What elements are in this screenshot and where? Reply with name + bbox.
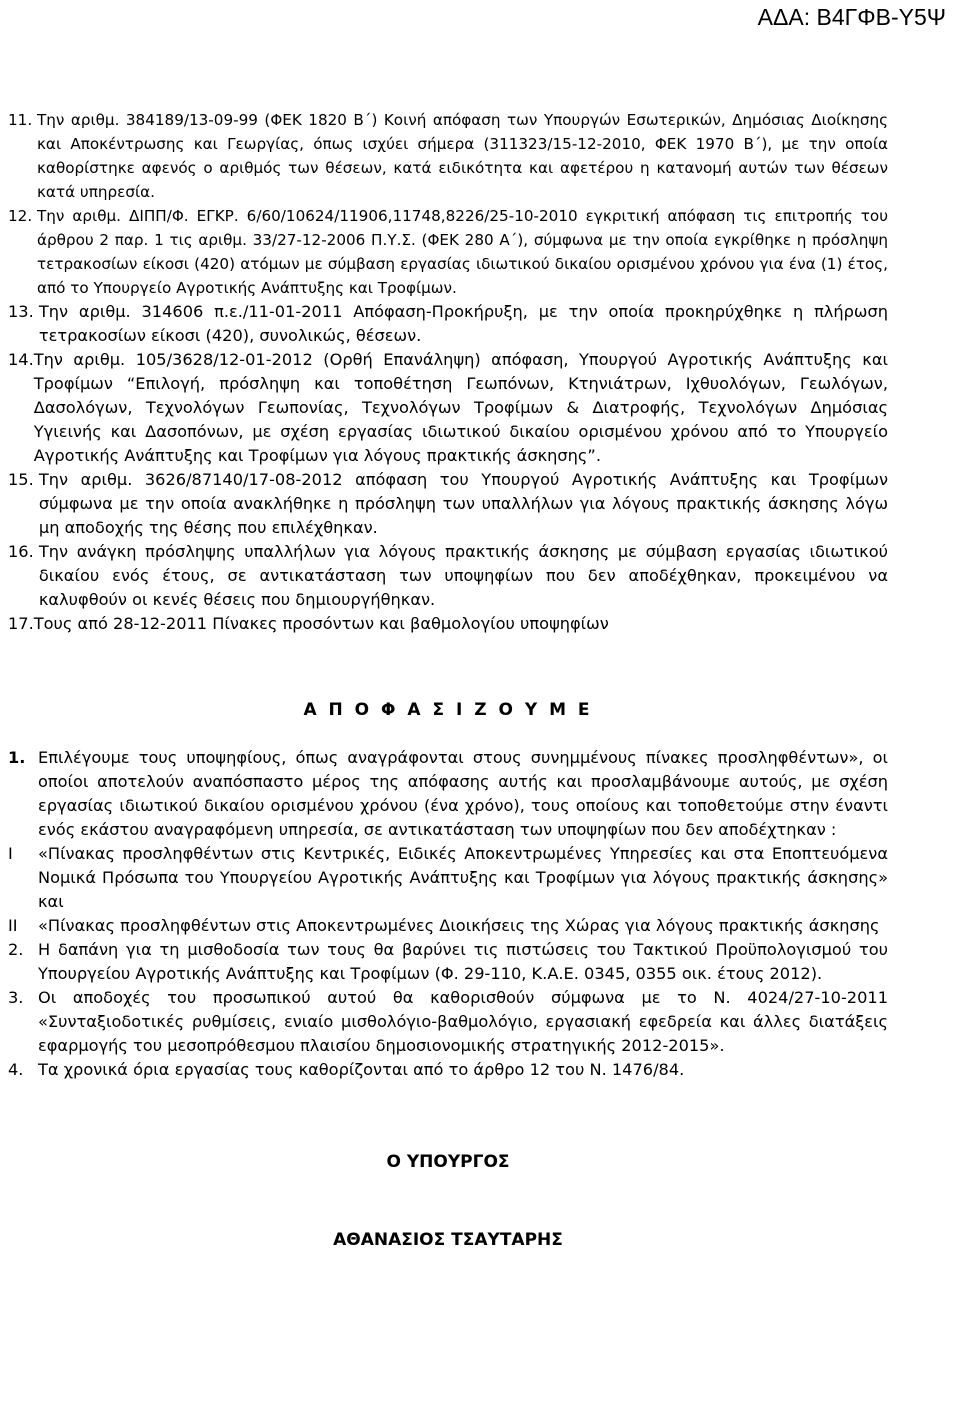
item-text: Επιλέγουμε τους υποψηφίους, όπως αναγράφονται στους συνημμένους πίνακες προσληφθέντων», οι οποίοι αποτελούν αναπόσπαστο μέρος της απόφασης αυτής και προσλαμβάνουμε αυτούς, με σχέση εργασίας ιδιωτικού δικαίου ορισμένου χρόνου (ένα χρόνο), τους οποίους και τοποθετούμε στην έναντι ενός εκάστου αναγραφόμενη υπηρεσία, σε αντικατάσταση των υποψηφίων που δεν αποδέχτηκαν : [38, 748, 888, 839]
preamble-item-16 [8, 540, 888, 612]
decision-item-1 [8, 746, 888, 842]
item-text: «Πίνακας προσληφθέντων στις Κεντρικές, Ειδικές Αποκεντρωμένες Υπηρεσίες και στα Εποπτευόμενα Νομικά Πρόσωπα του Υπουργείου Αγροτικής Ανάπτυξης και Τροφίμων για λόγους πρακτικής άσκησης» και [38, 844, 888, 911]
item-number: 15. [8, 470, 39, 489]
item-number: 1. [8, 748, 26, 767]
item-text: «Πίνακας προσληφθέντων στις Αποκεντρωμένες Διοικήσεις της Χώρας για λόγους πρακτικής άσκησης [38, 916, 880, 935]
document-body [8, 108, 888, 1252]
preamble-item-15 [8, 468, 888, 540]
item-text: Τα χρονικά όρια εργασίας τους καθορίζονται από το άρθρο 12 του Ν. 1476/84. [38, 1060, 685, 1079]
preamble-item-14 [8, 348, 888, 468]
preamble-item-17 [8, 612, 888, 636]
decision-item-II [8, 914, 888, 938]
decision-item-3 [8, 986, 888, 1058]
decision-item-I [8, 842, 888, 914]
item-number: ΙΙ [8, 916, 18, 935]
item-text: Την αριθμ. ΔΙΠΠ/Φ. ΕΓΚΡ. 6/60/10624/11906,11748,8226/25-10-2010 εγκριτική απόφαση τις επιτροπής του άρθρου 2 παρ. 1 τις αριθμ. 33/27-12-2006 Π.Υ.Σ. (ΦΕΚ 280 Α΄), σύμφωνα με την οποία εγκρίθηκε η πρόσληψη τετρακοσίων είκοσι (420) ατόμων με σύμβαση εργασίας ιδιωτικού δικαίου ορισμένου χρόνου για ένα (1) έτος, από το Υπουργείο Αγροτικής Ανάπτυξης και Τροφίμων. [36, 207, 888, 297]
decision-item-2 [8, 938, 888, 986]
preamble-item-13 [8, 300, 888, 348]
item-text: Την αριθμ. 105/3628/12-01-2012 (Ορθή Επανάληψη) απόφαση, Υπουργού Αγροτικής Ανάπτυξης και Τροφίμων “Επιλογή, πρόσληψη και τοποθέτηση Γεωπόνων, Κτηνιάτρων, Ιχθυολόγων, Γεωλόγων, Δασολόγων, Τεχνολόγων Γεωπονίας, Τεχνολόγων Τροφίμων & Διατροφής, Τεχνολόγων Δημόσιας Υγιεινής και Δασοπόνων, με σχέση εργασίας ιδιωτικού δικαίου ορισμένου χρόνου από το Υπουργείο Αγροτικής Ανάπτυξης και Τροφίμων για λόγους πρακτικής άσκησης”. [33, 350, 888, 465]
ada-code: ΑΔΑ: Β4ΓΦΒ-Υ5Ψ [757, 4, 946, 30]
signature-name: ΑΘΑΝΑΣΙΟΣ ΤΣΑΥΤΑΡΗΣ [333, 1230, 563, 1250]
signature-title: Ο ΥΠΟΥΡΓΟΣ [386, 1152, 510, 1172]
decision-heading: Α Π Ο Φ Α Σ Ι Ζ Ο Υ Μ Ε [303, 700, 593, 720]
item-number: 2. [8, 940, 24, 959]
item-number: 4. [8, 1060, 24, 1079]
item-number: 14. [8, 350, 34, 369]
item-number: 17. [8, 614, 34, 633]
item-text: Η δαπάνη για τη μισθοδοσία των τους θα βαρύνει τις πιστώσεις του Τακτικού Προϋπολογισμού του Υπουργείου Αγροτικής Ανάπτυξης και Τροφίμων (Φ. 29-110, Κ.Α.Ε. 0345, 0355 οικ. έτους 2012). [38, 940, 888, 983]
item-text: Τους από 28-12-2011 Πίνακες προσόντων και βαθμολογίου υποψηφίων [33, 614, 609, 633]
preamble-item-11 [8, 108, 888, 204]
item-number: 16. [8, 542, 39, 561]
item-text: Οι αποδοχές του προσωπικού αυτού θα καθορισθούν σύμφωνα με το Ν. 4024/27-10-2011 «Συνταξιοδοτικές ρυθμίσεις, ενιαίο μισθολόγιο-βαθμολόγιο, εργασιακή εφεδρεία και άλλες διατάξεις εφαρμογής του μεσοπρόθεσμου πλαισίου δημοσιονομικής στρατηγικής 2012-2015». [38, 988, 888, 1055]
item-number: 13. [8, 302, 39, 321]
item-number: Ι [8, 844, 13, 863]
item-number: 12. [8, 207, 37, 225]
item-text: Την αριθμ. 384189/13-09-99 (ΦΕΚ 1820 Β΄) Κοινή απόφαση των Υπουργών Εσωτερικών, Δημόσιας Διοίκησης και Αποκέντρωσης και Γεωργίας, όπως ισχύει σήμερα (311323/15-12-2010, ΦΕΚ 1970 Β΄), με την οποία καθορίστηκε αφενός ο αριθμός των θέσεων, κατά ειδικότητα και αφετέρου η κατανομή αυτών των θέσεων κατά υπηρεσία. [36, 111, 888, 201]
preamble-item-12 [8, 204, 888, 300]
item-text: Την αριθμ. 314606 π.ε./11-01-2011 Απόφαση-Προκήρυξη, με την οποία προκηρύχθηκε η πλήρωση τετρακοσίων είκοσι (420), συνολικώς, θέσεων. [38, 302, 888, 345]
item-text: Την αριθμ. 3626/87140/17-08-2012 απόφαση του Υπουργού Αγροτικής Ανάπτυξης και Τροφίμων σύμφωνα με την οποία ανακλήθηκε η πρόσληψη των υπαλλήλων για λόγους πρακτικής άσκησης λόγω μη αποδοχής της θέσης που επιλέχθηκαν. [38, 470, 888, 537]
item-text: Την ανάγκη πρόσληψης υπαλλήλων για λόγους πρακτικής άσκησης με σύμβαση εργασίας ιδιωτικού δικαίου ενός έτους, σε αντικατάσταση των υποψηφίων που δεν αποδέχθηκαν, προκειμένου να καλυφθούν οι κενές θέσεις που δημιουργήθηκαν. [38, 542, 888, 609]
item-number: 3. [8, 988, 24, 1007]
decision-item-4 [8, 1058, 888, 1082]
item-number: 11. [8, 111, 37, 129]
